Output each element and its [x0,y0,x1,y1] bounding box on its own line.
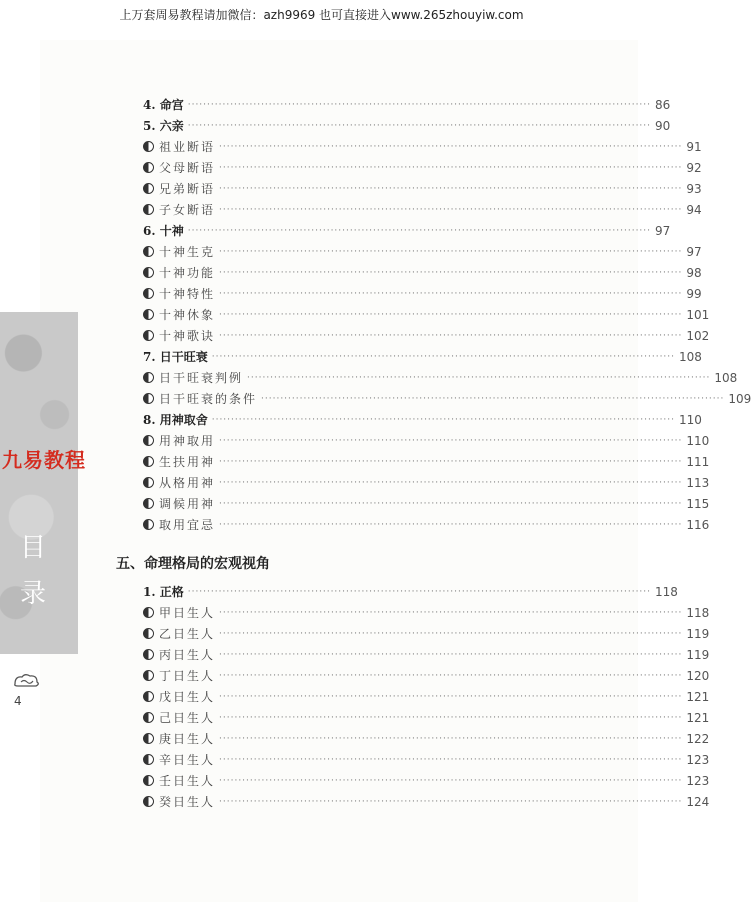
toc-label [143,159,215,176]
half-circle-bullet-icon [143,649,154,660]
leader-dots: ························································································································ [219,498,683,509]
leader-dots: ························································································································ [219,733,683,744]
toc-page-number: 90 [655,118,671,133]
half-circle-bullet-icon [143,712,154,723]
leader-dots: ························································································································ [211,351,676,362]
side-title-char-2: 录 [19,579,46,609]
toc-page-number: 108 [679,349,702,364]
leader-dots: ························································································································ [219,712,683,723]
toc-label [143,772,215,789]
toc-row[interactable] [143,241,702,262]
toc-page-number: 123 [686,752,710,767]
toc-label-text: 父母断语 [159,161,216,175]
section-title: 五、命理格局的宏观视角 [116,556,270,572]
toc-row[interactable] [143,94,671,115]
toc-row[interactable] [143,514,710,535]
toc-page-number: 116 [686,517,710,532]
toc-label [143,348,208,365]
toc-list-2 [143,581,710,812]
toc-row[interactable] [143,346,702,367]
toc-row[interactable] [143,665,710,686]
toc-row[interactable] [143,283,702,304]
leader-dots: ························································································································ [219,288,683,299]
toc-row[interactable] [143,220,671,241]
toc-label [143,625,215,642]
toc-label [143,222,184,239]
half-circle-bullet-icon [143,183,154,194]
leader-dots: ························································································································ [219,183,683,194]
leader-dots: ························································································································ [219,204,683,215]
toc-page-number: 122 [686,731,710,746]
leader-dots: ························································································································ [219,309,683,320]
toc-label-text: 从格用神 [159,476,216,490]
toc-label-text: 十神生克 [159,245,216,259]
toc-label-text: 6. 十神 [143,224,184,238]
cloud-ornament-icon [12,672,42,690]
toc-row[interactable] [143,136,702,157]
toc-page-number: 124 [686,794,710,809]
toc-label [143,180,215,197]
toc-label [143,432,215,449]
half-circle-bullet-icon [143,288,154,299]
toc-label [143,390,257,407]
toc-row[interactable] [143,791,710,812]
toc-page-number: 110 [686,433,710,448]
toc-label [143,264,215,281]
toc-label [143,411,208,428]
half-circle-bullet-icon [143,477,154,488]
half-circle-bullet-icon [143,628,154,639]
toc-row[interactable] [143,262,702,283]
brand-label: 九易教程 [2,448,86,472]
half-circle-bullet-icon [143,162,154,173]
toc-label [143,604,215,621]
leader-dots: ························································································································ [261,393,725,404]
toc-page-number: 110 [679,412,702,427]
toc-label-text: 5. 六亲 [143,119,184,133]
toc-row[interactable] [143,304,710,325]
toc-label [143,793,215,810]
toc-label-text: 兄弟断语 [159,182,216,196]
toc-label [143,667,215,684]
toc-label-text: 生扶用神 [159,455,216,469]
half-circle-bullet-icon [143,246,154,257]
toc-page-number: 91 [686,139,702,154]
toc-page-number: 118 [655,584,678,599]
toc-row[interactable] [143,472,710,493]
toc-label [143,306,215,323]
toc-label [143,138,215,155]
half-circle-bullet-icon [143,309,154,320]
toc-label-text: 日干旺衰的条件 [159,392,258,406]
toc-page-number: 111 [686,454,710,469]
toc-label [143,201,215,218]
toc-row[interactable] [143,623,710,644]
toc-label [143,709,215,726]
toc-page-number: 86 [655,97,671,112]
watermark-header: 上万套周易教程请加微信：azh9969 也可直接进入www.265zhouyiw.com [119,8,524,22]
toc-label-text: 丙日生人 [159,648,216,662]
toc-label [143,646,215,663]
leader-dots: ························································································································ [219,435,683,446]
toc-label-text: 乙日生人 [159,627,216,641]
toc-label-text: 癸日生人 [159,795,216,809]
toc-label-text: 用神取用 [159,434,216,448]
toc-page-number: 113 [686,475,710,490]
toc-label-text: 7. 日干旺衰 [143,350,208,364]
half-circle-bullet-icon [143,498,154,509]
toc-row[interactable] [143,409,702,430]
toc-page-number: 121 [686,689,710,704]
toc-label-text: 十神特性 [159,287,216,301]
half-circle-bullet-icon [143,519,154,530]
toc-page-number: 97 [686,244,702,259]
toc-page-number: 99 [686,286,702,301]
leader-dots: ························································································································ [247,372,711,383]
toc-label [143,730,215,747]
toc-list-1 [143,94,751,535]
toc-row[interactable] [143,602,710,623]
half-circle-bullet-icon [143,456,154,467]
toc-row[interactable] [143,430,710,451]
toc-page-number: 98 [686,265,702,280]
toc-label-text: 1. 正格 [143,585,184,599]
toc-label-text: 子女断语 [159,203,216,217]
toc-row[interactable] [143,157,702,178]
toc-label-text: 壬日生人 [159,774,216,788]
toc-page-number: 121 [686,710,710,725]
toc-row[interactable] [143,325,710,346]
leader-dots: ························································································································ [219,649,683,660]
leader-dots: ························································································································ [187,99,652,110]
toc-label [143,369,243,386]
half-circle-bullet-icon [143,330,154,341]
toc-label [143,583,184,600]
half-circle-bullet-icon [143,141,154,152]
half-circle-bullet-icon [143,393,154,404]
toc-row[interactable] [143,707,710,728]
half-circle-bullet-icon [143,796,154,807]
toc-label-text: 祖业断语 [159,140,216,154]
toc-row[interactable] [143,581,678,602]
leader-dots: ························································································································ [219,246,683,257]
toc-page-number: 102 [686,328,710,343]
toc-row[interactable] [143,686,710,707]
leader-dots: ························································································································ [219,754,683,765]
side-title-char-1: 目 [19,533,46,563]
toc-label-text: 戊日生人 [159,690,216,704]
toc-row[interactable] [143,770,710,791]
leader-dots: ························································································································ [219,607,683,618]
toc-row[interactable] [143,367,738,388]
leader-dots: ························································································································ [219,628,683,639]
leader-dots: ························································································································ [219,141,683,152]
half-circle-bullet-icon [143,435,154,446]
leader-dots: ························································································································ [219,267,683,278]
leader-dots: ························································································································ [219,519,683,530]
toc-label-text: 丁日生人 [159,669,216,683]
toc-page-number: 93 [686,181,702,196]
toc-label [143,96,184,113]
toc-row[interactable] [143,749,710,770]
toc-page-number: 119 [686,626,710,641]
half-circle-bullet-icon [143,754,154,765]
toc-label-text: 十神歌诀 [159,329,216,343]
toc-label [143,688,215,705]
toc-label-text: 调候用神 [159,497,216,511]
toc-row[interactable] [143,451,710,472]
toc-page-number: 108 [714,370,738,385]
half-circle-bullet-icon [143,204,154,215]
toc-page-number: 94 [686,202,702,217]
toc-row[interactable] [143,728,710,749]
toc-page-number: 115 [686,496,710,511]
toc-row[interactable] [143,388,751,409]
toc-label-text: 庚日生人 [159,732,216,746]
toc-label-text: 8. 用神取舍 [143,413,208,427]
toc-page-number: 119 [686,647,710,662]
toc-page-number: 109 [728,391,751,406]
half-circle-bullet-icon [143,775,154,786]
leader-dots: ························································································································ [219,330,683,341]
leader-dots: ························································································································ [219,670,683,681]
toc-label [143,751,215,768]
half-circle-bullet-icon [143,607,154,618]
side-title [18,525,48,617]
toc-label [143,495,215,512]
toc-page-number: 123 [686,773,710,788]
leader-dots: ························································································································ [219,796,683,807]
toc-row[interactable] [143,115,671,136]
leader-dots: ························································································································ [219,456,683,467]
toc-label [143,243,215,260]
page-number: 4 [14,694,22,708]
toc-row[interactable] [143,199,702,220]
toc-label-text: 取用宜忌 [159,518,216,532]
half-circle-bullet-icon [143,670,154,681]
leader-dots: ························································································································ [187,225,652,236]
toc-label-text: 辛日生人 [159,753,216,767]
toc-row[interactable] [143,178,702,199]
toc-page-number: 120 [686,668,710,683]
leader-dots: ························································································································ [219,691,683,702]
toc-row[interactable] [143,644,710,665]
half-circle-bullet-icon [143,691,154,702]
toc-page-number: 92 [686,160,702,175]
toc-row[interactable] [143,493,710,514]
toc-label [143,327,215,344]
toc-label [143,453,215,470]
toc-label-text: 十神功能 [159,266,216,280]
toc-label [143,516,215,533]
toc-label-text: 十神休象 [159,308,216,322]
toc-label-text: 己日生人 [159,711,216,725]
half-circle-bullet-icon [143,267,154,278]
toc-label [143,285,215,302]
leader-dots: ························································································································ [211,414,676,425]
leader-dots: ························································································································ [219,775,683,786]
toc-label [143,474,215,491]
leader-dots: ························································································································ [219,162,683,173]
leader-dots: ························································································································ [219,477,683,488]
toc-page-number: 101 [686,307,710,322]
half-circle-bullet-icon [143,372,154,383]
toc-label [143,117,184,134]
leader-dots: ························································································································ [187,586,652,597]
toc-label-text: 甲日生人 [159,606,216,620]
toc-page-number: 97 [655,223,671,238]
toc-page-number: 118 [686,605,710,620]
leader-dots: ························································································································ [187,120,652,131]
toc-label-text: 4. 命宫 [143,98,184,112]
toc-label-text: 日干旺衰判例 [159,371,244,385]
half-circle-bullet-icon [143,733,154,744]
